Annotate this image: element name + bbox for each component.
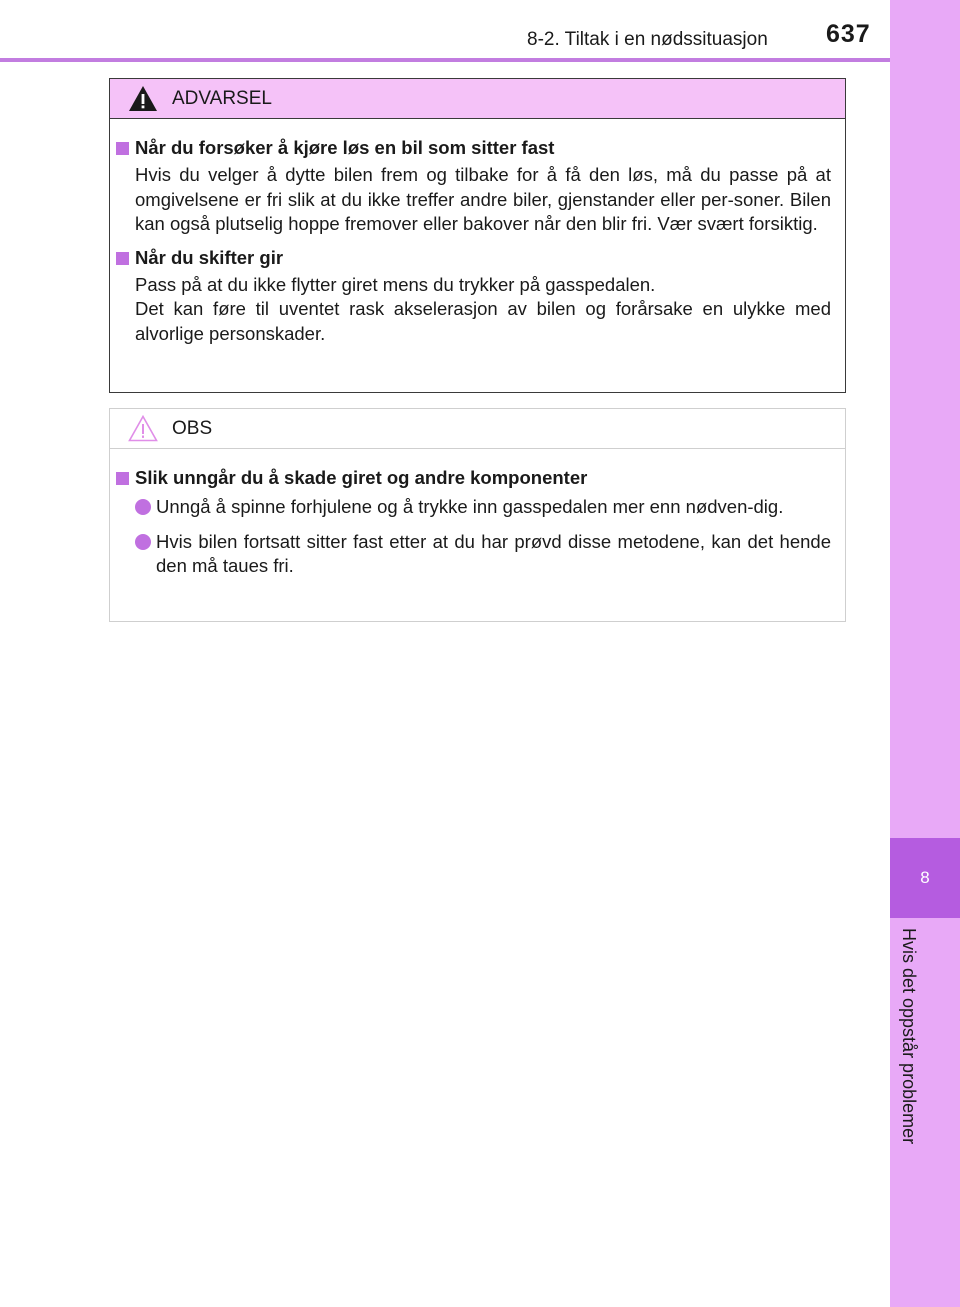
list-item: Hvis bilen fortsatt sitter fast etter at du har prøvd disse metodene, kan det hende den må taues fri. — [135, 530, 831, 579]
caution-triangle-icon — [128, 415, 158, 442]
warning-triangle-icon — [128, 85, 158, 112]
section-title: 8-2. Tiltak i en nødssituasjon — [527, 29, 768, 50]
notice-box — [109, 408, 846, 622]
warning-header — [110, 79, 845, 119]
warning-paragraph: Pass på at du ikke flytter giret mens du trykker på gasspedalen. — [135, 273, 656, 295]
square-bullet-icon — [116, 252, 129, 265]
notice-heading: OBS — [172, 417, 213, 439]
warning-paragraph: Hvis du velger å dytte bilen frem og tilbake for å få den løs, må du passe på at omgivelsene er fri slik at du ikke treffer andre biler, gjenstander eller per-soner. Bilen kan også plutselig hoppe fremover eller bakover når den blir fri. Vær svært forsiktig. — [135, 164, 831, 234]
circle-bullet-icon — [135, 499, 151, 515]
list-item: Unngå å spinne forhjulene og å trykke inn gasspedalen mer enn nødven-dig. — [135, 495, 831, 520]
warning-section-title: Når du skifter gir — [116, 245, 831, 271]
warning-paragraph: Det kan føre til uventet rask akselerasjon av bilen og forårsake en ulykke med alvorlige personskader. — [135, 298, 831, 344]
square-bullet-icon — [116, 142, 129, 155]
warning-section-title: Når du forsøker å kjøre løs en bil som sitter fast — [116, 135, 831, 161]
square-bullet-icon — [116, 472, 129, 485]
header-rule — [0, 58, 890, 62]
chapter-number-tab[interactable]: 8 — [890, 838, 960, 918]
chapter-title: Hvis det oppstår problemer — [899, 928, 919, 1145]
notice-section-title: Slik unngår du å skade giret og andre komponenter — [116, 465, 831, 491]
warning-box — [109, 78, 846, 393]
warning-heading: ADVARSEL — [172, 87, 272, 109]
circle-bullet-icon — [135, 534, 151, 550]
page-number: 637 — [826, 20, 871, 48]
notice-header — [110, 409, 845, 449]
